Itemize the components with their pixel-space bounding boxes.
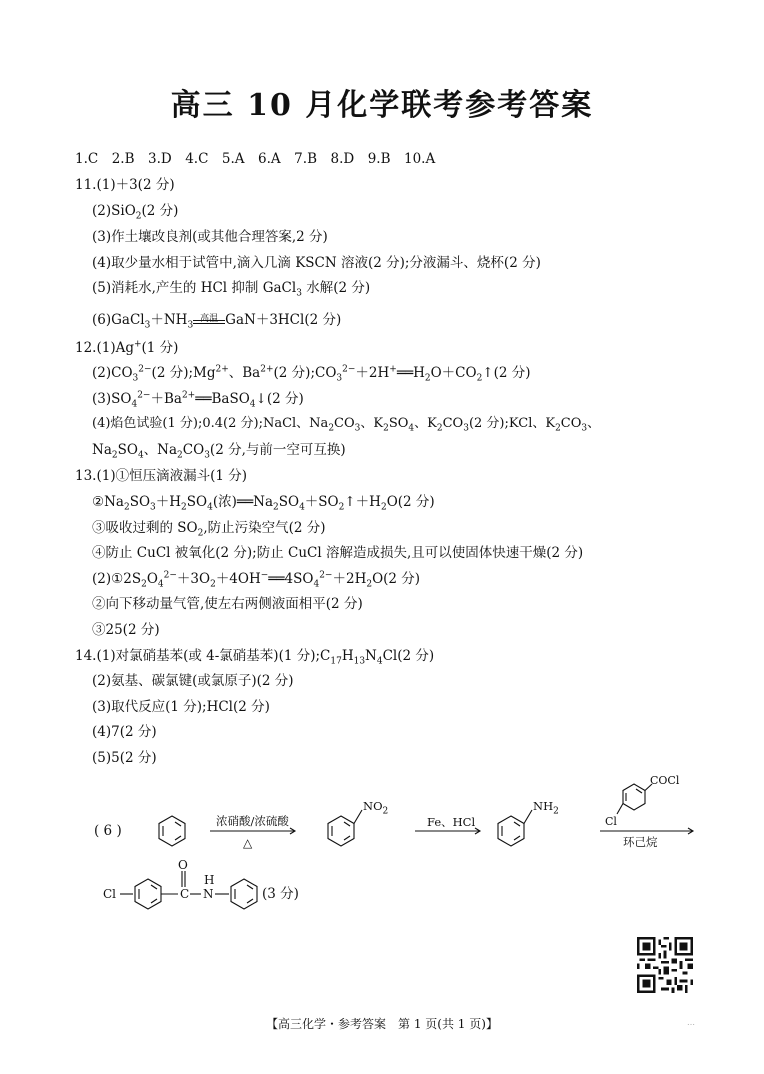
- q11-p6: $(6)GaCl_3+NH_3$ 高温 GaN＋3HCl(2 分): [92, 312, 342, 331]
- q11-p2: (2)SiO$_2$(2 分): [92, 203, 179, 222]
- q13-p1: 13.(1)①恒压滴液漏斗(1 分): [75, 468, 248, 484]
- q12-p2: $(2)CO_3^{2-}(2$ 分)$;Mg^{2+}$、$Ba^{2+}(2$ 分)$;CO_3^{2-}+2H^+══H_2O+CO_2↑(2$ 分): [92, 364, 531, 384]
- q14-p4: (4)7(2 分): [92, 724, 157, 740]
- q11-p4: (4)取少量水相于试管中,滴入几滴 KSCN 溶液(2 分);分液漏斗、烧杯(2 分): [92, 255, 541, 271]
- reaction-1-heat: △: [243, 836, 253, 850]
- q13-p5: $(2)①2S_2O_4^{2-}+3O_2+4OH^-══4SO_4^{2-}+2H_2O(2$ 分): [92, 570, 421, 590]
- product-h: H: [204, 873, 215, 887]
- qr-code-icon: [637, 937, 693, 993]
- no2-group: $NO_2$: [363, 799, 389, 817]
- product-c: C: [180, 887, 190, 901]
- mc-answers: 1.C 2.B 3.D 4.C 5.A 6.A 7.B 8.D 9.B 10.A: [75, 151, 436, 167]
- q11-p3: (3)作土壤改良剂(或其他合理答案,2 分): [92, 229, 328, 245]
- product-n: N: [203, 887, 214, 901]
- q14-p2: (2)氨基、碳氯键(或氯原子)(2 分): [92, 673, 294, 689]
- q14-p1: 14.(1)对氯硝基苯(或 4-氯硝基苯)(1 分)$;C_{17}H_{13}N_4Cl(2$ 分): [75, 648, 435, 667]
- product-cl: Cl: [103, 887, 117, 901]
- page-title: 高三 10 月化学联考参考答案: [170, 88, 594, 123]
- q12-p4: (4)焰色试验(1 分);0.4(2 分);NaCl、$Na_2CO_3$、$K_2SO_4$、$K_2CO_3(2$ 分);KCl、$K_2CO_3$、: [92, 416, 601, 434]
- q13-p7: ③25(2 分): [92, 622, 160, 638]
- q13-p4: ④防止 CuCl 被氧化(2 分);防止 CuCl 溶解造成损失,且可以使固体快速干燥(2 分): [92, 545, 584, 561]
- benzene-ring: [159, 816, 185, 846]
- q12-p4-cont: $Na_2SO_4$、$Na_2CO_3(2$ 分,与前一空可互换): [92, 442, 346, 461]
- reaction-3-solvent: 环己烷: [623, 835, 658, 849]
- q11-condition: 高温: [200, 314, 219, 324]
- q14-p6-label: ( 6 ): [94, 823, 122, 839]
- q13-p6: ②向下移动量气管,使左右两侧液面相平(2 分): [92, 596, 363, 612]
- q14-p6-score: (3 分): [262, 886, 299, 902]
- aniline-structure: [498, 810, 532, 846]
- product-o: O: [178, 858, 188, 872]
- nitrobenzene-structure: [328, 810, 362, 846]
- q14-p3: (3)取代反应(1 分);HCl(2 分): [92, 699, 270, 715]
- q12-p3: $(3)SO_4^{2-}+Ba^{2+}══BaSO_4↓(2$ 分): [92, 390, 304, 410]
- q13-p2: $②Na_2SO_3+H_2SO_4$(浓)$══Na_2SO_4+SO_2↑+H_2O(2$ 分): [92, 494, 435, 513]
- q14-p5: (5)5(2 分): [92, 750, 157, 766]
- reaction-1-reagent: 浓硝酸/浓硫酸: [216, 814, 289, 828]
- q13-p3: ③吸收过剩的 $SO_2$,防止污染空气(2 分): [92, 520, 326, 539]
- nh2-group: $NH_2$: [533, 799, 559, 817]
- page-footer: 【高三化学・参考答案 第 1 页(共 1 页)】: [266, 1017, 498, 1031]
- corner-mark: …: [687, 1018, 695, 1027]
- chlorobenzoyl-chloride-structure: [617, 784, 652, 814]
- cocl-group: COCl: [650, 774, 680, 787]
- q12-p1: 12.(1)Ag+(1 分): [75, 339, 179, 356]
- q11-p5: (5)消耗水,产生的 HCl 抑制 GaCl$_3$ 水解(2 分): [92, 280, 371, 299]
- reagent-cl: Cl: [605, 815, 617, 828]
- q11-p1: 11.(1)＋3(2 分): [75, 177, 175, 193]
- reaction-2-reagent: Fe、HCl: [427, 815, 476, 829]
